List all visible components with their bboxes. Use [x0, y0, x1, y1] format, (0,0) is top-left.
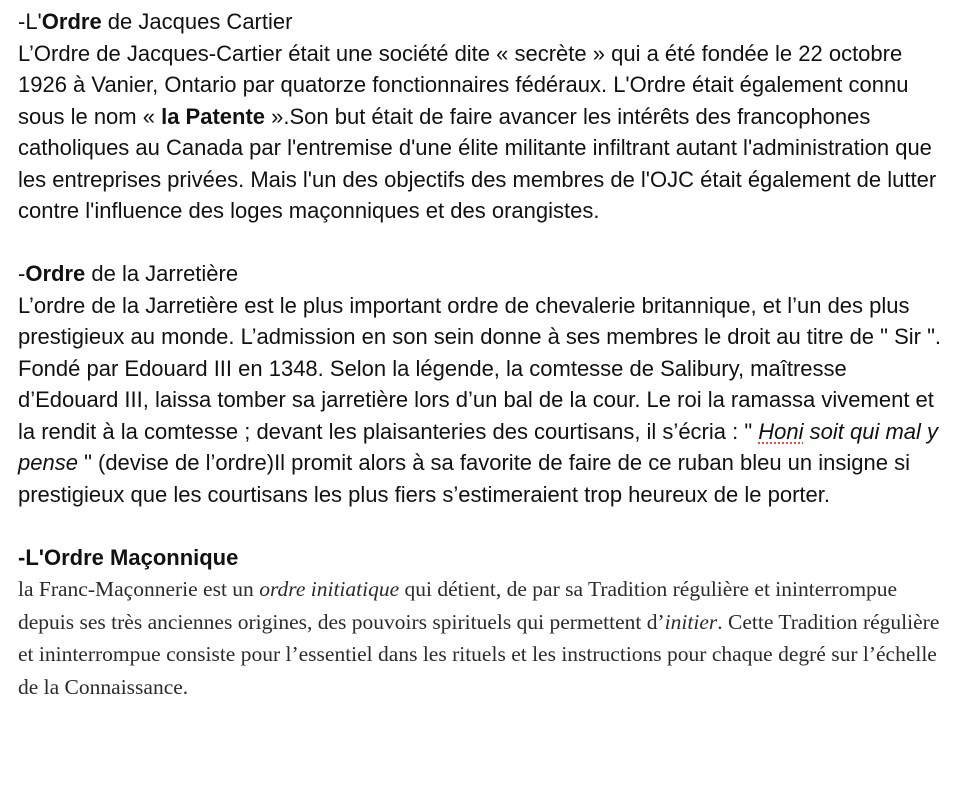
paragraph-italic: soit qui mal y pense	[18, 418, 939, 475]
heading-prefix: -L'	[18, 9, 42, 34]
paragraph-text: L’Ordre de Jacques-Cartier était une société dite « secrète » qui a été fondée le 22 octobre 1926 à Vanier, Ontario par quatorze fonctionnaires fédéraux. L'Ordre était également connu sous le nom «	[18, 40, 909, 129]
paragraph-text: ».Son but était de faire avancer les intérêts des francophones catholiques au Canada par l'entremise d'une élite militante infiltrant autant l'administration que les entreprises privées. Mais l'un des objectifs des membres de l'OJC était également de lutter contre l'influence des loges maçonniques et des orangistes.	[18, 103, 937, 223]
heading-prefix: -	[18, 261, 26, 286]
section-heading	[18, 6, 948, 38]
section-maconnique	[18, 542, 948, 704]
section-jarretiere	[18, 258, 948, 510]
paragraph-italic: ordre initiatique	[259, 577, 400, 601]
blank-line	[18, 510, 948, 542]
section-paragraph	[18, 38, 948, 227]
spellcheck-word[interactable]: Honi	[758, 418, 804, 444]
section-paragraph	[18, 290, 948, 511]
paragraph-text: " (devise de l’ordre)Il promit alors à sa favorite de faire de ce ruban bleu un insigne si prestigieux que les courtisans les plus fiers s’estimeraient trop heureux de le porter.	[18, 450, 910, 507]
paragraph-text: la Franc-Maçonnerie est un	[18, 577, 260, 601]
blank-line	[18, 227, 948, 259]
heading-bold: -L'Ordre Maçonnique	[18, 544, 239, 570]
heading-suffix: de la Jarretière	[85, 261, 239, 286]
heading-bold: Ordre	[41, 9, 102, 34]
heading-suffix: de Jacques Cartier	[101, 9, 293, 34]
paragraph-text: . Cette Tradition régulière et ininterrompue consiste pour l’essentiel dans les rituels et les instructions pour chaque degré sur l’échelle de la Connaissance.	[18, 609, 940, 699]
heading-bold: Ordre	[25, 261, 86, 286]
paragraph-italic: initier	[664, 609, 718, 634]
section-heading	[18, 542, 948, 574]
section-heading	[18, 258, 948, 290]
paragraph-bold: la Patente	[161, 103, 266, 129]
document	[18, 6, 948, 703]
paragraph-text: L’ordre de la Jarretière est le plus important ordre de chevalerie britannique, et l’un des plus prestigieux au monde. L’admission en son sein donne à ses membres le droit au titre de " Sir ". Fondé par Edouard III en 1348. Selon la légende, la comtesse de Salibury, maîtresse d’Edouard III, laissa tomber sa jarretière lors d’un bal de la cour. Le roi la ramassa vivement et la rendit à la comtesse ; devant les plaisanteries des courtisans, il s’écria : "	[18, 292, 942, 444]
section-paragraph	[18, 573, 948, 703]
paragraph-text: qui détient, de par sa Tradition régulière et ininterrompue depuis ses très anciennes origines, des pouvoirs spirituels qui permettent d’	[18, 577, 898, 634]
section-jacques-cartier	[18, 6, 948, 227]
